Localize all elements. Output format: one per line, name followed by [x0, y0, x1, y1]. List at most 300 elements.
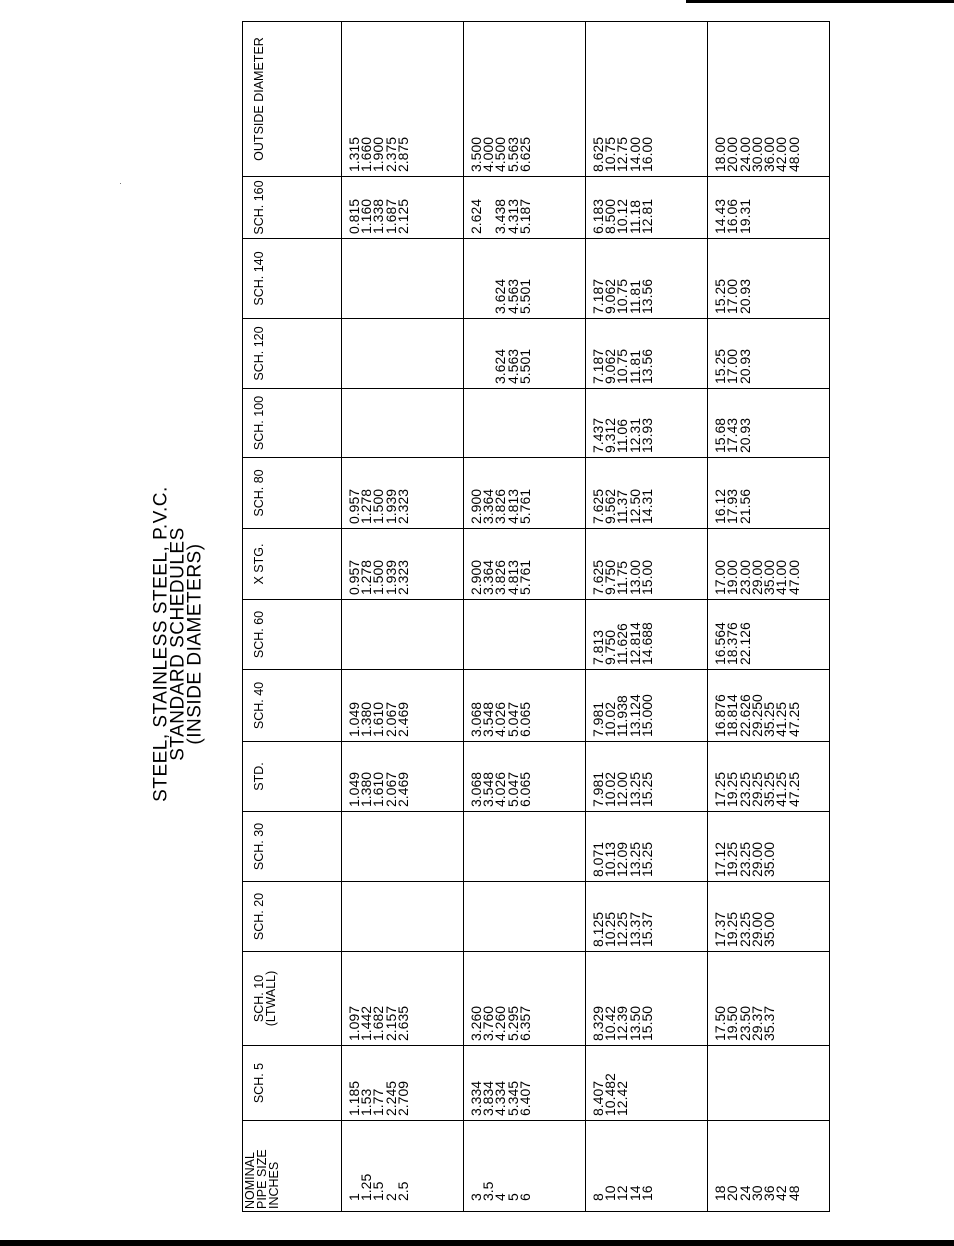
cell-value: 1.53	[357, 1088, 374, 1116]
column-header: SCH. 20	[243, 882, 342, 952]
cell-value: 9.750	[602, 559, 619, 595]
cell-value: 1.278	[357, 488, 374, 524]
cell-value: 15.37	[639, 911, 656, 947]
cell-value: 23.25	[736, 771, 753, 807]
cell-value: 15.25	[639, 841, 656, 877]
cell-value: 3.068	[467, 771, 484, 807]
cell-value: 12.39	[614, 1005, 631, 1041]
cell-value: 42	[773, 1185, 790, 1201]
cell-value: 7.981	[589, 701, 606, 737]
cell-value: 10.75	[614, 278, 631, 314]
cell-value: 7.625	[589, 488, 606, 524]
cell-value: 35.37	[761, 1005, 778, 1041]
cell-value: 47.00	[785, 559, 802, 595]
cell-value: 3.760	[480, 1005, 497, 1041]
cell-value: 21.56	[736, 488, 753, 524]
nominal-size-cell	[463, 1121, 585, 1212]
cell-value: 15.25	[711, 348, 728, 384]
column-header: SCH. 140	[243, 239, 342, 319]
cell-value: 19.25	[724, 911, 741, 947]
schedule-cell	[463, 882, 585, 952]
schedule-cell	[585, 600, 707, 670]
cell-value: 4.000	[480, 136, 497, 172]
schedule-cell	[463, 239, 585, 319]
cell-value: 1.380	[357, 771, 374, 807]
cell-value: 15.25	[711, 278, 728, 314]
cell-value: 5.563	[504, 136, 521, 172]
cell-value: 11.81	[626, 280, 643, 314]
schedule-cell	[707, 882, 829, 952]
cell-value: 23.00	[736, 559, 753, 595]
cell-value: 15.000	[639, 694, 656, 737]
cell-value: 13.25	[626, 771, 643, 807]
cell-value: 17.12	[711, 841, 728, 877]
schedule-cell	[463, 458, 585, 529]
schedule-cell	[585, 319, 707, 389]
cell-value: 13.56	[639, 278, 656, 314]
cell-value: 5.295	[504, 1005, 521, 1041]
cell-value: 29.00	[748, 559, 765, 595]
schedule-cell	[341, 600, 463, 670]
cell-value: 9.062	[602, 278, 619, 314]
schedule-cell	[707, 389, 829, 458]
cell-value: 2.709	[394, 1080, 411, 1116]
schedule-cell	[707, 529, 829, 600]
cell-value: 11.37	[614, 490, 631, 524]
scan-speck	[120, 183, 121, 184]
size-group-row	[707, 22, 829, 1212]
cell-value: 10.75	[602, 136, 619, 172]
cell-value: 35.00	[761, 559, 778, 595]
cell-value: 29.25	[748, 771, 765, 807]
header-row	[243, 22, 342, 1212]
cell-value: 3.826	[492, 488, 509, 524]
cell-value: 17.00	[711, 559, 728, 595]
cell-value: 12.09	[614, 841, 631, 877]
bottom-edge-bar	[0, 1240, 954, 1246]
cell-value: 1.939	[382, 488, 399, 524]
cell-value: 9.312	[602, 417, 619, 453]
cell-value: 17.25	[711, 771, 728, 807]
cell-value: 4.563	[504, 278, 521, 314]
column-header: SCH. 160	[243, 177, 342, 239]
cell-value: 4.334	[492, 1080, 509, 1116]
cell-value: 1.682	[370, 1005, 387, 1041]
cell-value: 1.500	[370, 488, 387, 524]
column-header: SCH. 100	[243, 389, 342, 458]
cell-value: 36	[761, 1185, 778, 1201]
schedule-table-container	[242, 37, 830, 1212]
cell-value: 13.50	[626, 1005, 643, 1041]
cell-value: 5.501	[516, 348, 533, 384]
cell-value: 20.00	[724, 136, 741, 172]
cell-value: 23.25	[736, 841, 753, 877]
cell-value: 8.125	[589, 911, 606, 947]
cell-value: 17.43	[724, 417, 741, 453]
cell-value: 3.334	[467, 1080, 484, 1116]
cell-value: 20.93	[736, 278, 753, 314]
schedule-cell	[707, 600, 829, 670]
schedule-cell	[341, 742, 463, 812]
cell-value: 35.00	[761, 841, 778, 877]
schedule-cell	[463, 670, 585, 742]
cell-value: 3.826	[492, 559, 509, 595]
cell-value: 1	[345, 1193, 362, 1201]
cell-value: 2.5	[394, 1181, 411, 1201]
cell-value: 41.25	[773, 701, 790, 737]
schedule-cell	[585, 177, 707, 239]
cell-value: 8.407	[589, 1080, 606, 1116]
cell-value: 1.380	[357, 701, 374, 737]
schedule-cell	[585, 882, 707, 952]
column-header: X STG.	[243, 529, 342, 600]
cell-value: 35.25	[761, 701, 778, 737]
cell-value: 13.93	[639, 417, 656, 453]
cell-value: 1.660	[357, 136, 374, 172]
cell-value: 9.062	[602, 348, 619, 384]
cell-value: 2.323	[394, 488, 411, 524]
pipe-schedule-table	[242, 21, 830, 1212]
cell-value: 12.31	[626, 417, 643, 453]
schedule-cell	[341, 529, 463, 600]
schedule-cell	[585, 458, 707, 529]
cell-value: 2.875	[394, 136, 411, 172]
cell-value: 2.469	[394, 771, 411, 807]
cell-value: 14.31	[639, 488, 656, 524]
cell-value: 1.049	[345, 701, 362, 737]
cell-value: 5.187	[516, 198, 533, 234]
cell-value: 18.376	[724, 622, 741, 665]
cell-value: 0.957	[345, 559, 362, 595]
cell-value: 4	[492, 1193, 509, 1201]
cell-value: 2.125	[394, 198, 411, 234]
cell-value: 3.624	[492, 348, 509, 384]
schedule-cell	[585, 952, 707, 1046]
cell-value: 12.50	[626, 488, 643, 524]
cell-value: 4.026	[492, 771, 509, 807]
cell-value: 18	[711, 1185, 728, 1201]
cell-value: 7.981	[589, 771, 606, 807]
size-group-row	[341, 22, 463, 1212]
schedule-cell	[341, 1046, 463, 1121]
cell-value: 8.500	[602, 198, 619, 234]
cell-value	[470, 239, 482, 314]
cell-value: 5	[504, 1193, 521, 1201]
schedule-cell	[585, 812, 707, 882]
cell-value: 1.442	[357, 1005, 374, 1041]
cell-value: 18.00	[711, 136, 728, 172]
nominal-size-cell	[707, 1121, 829, 1212]
cell-value: 35.00	[761, 911, 778, 947]
schedule-cell	[341, 458, 463, 529]
cell-value: 10	[602, 1185, 619, 1201]
cell-value: 19.50	[724, 1005, 741, 1041]
cell-value: 3.500	[467, 136, 484, 172]
cell-value: 48	[785, 1185, 802, 1201]
cell-value: 30	[748, 1185, 765, 1201]
cell-value: 3.548	[480, 771, 497, 807]
schedule-cell	[585, 22, 707, 177]
size-group-row	[585, 22, 707, 1212]
cell-value: 10.482	[602, 1073, 619, 1116]
column-header: SCH. 120	[243, 319, 342, 389]
column-header: SCH. 30	[243, 812, 342, 882]
cell-value: 2.323	[394, 559, 411, 595]
cell-value: 10.25	[602, 911, 619, 947]
cell-value: 41.00	[773, 559, 790, 595]
cell-value: 2.900	[467, 488, 484, 524]
column-header: SCH. 60	[243, 600, 342, 670]
schedule-cell	[707, 742, 829, 812]
cell-value: 36.00	[761, 136, 778, 172]
cell-value: 1.610	[370, 771, 387, 807]
cell-value: 1.25	[357, 1173, 374, 1201]
cell-value: 5.047	[504, 771, 521, 807]
cell-value: 12.00	[614, 771, 631, 807]
cell-value: 23.50	[736, 1005, 753, 1041]
cell-value: 13.56	[639, 348, 656, 384]
cell-value: 17.37	[711, 911, 728, 947]
cell-value: 19.31	[736, 198, 753, 234]
cell-value: 12.42	[614, 1080, 631, 1116]
cell-value: 16.12	[711, 488, 728, 524]
cell-value: 2.245	[382, 1080, 399, 1116]
cell-value: 6.407	[516, 1080, 533, 1116]
cell-value: 16.564	[711, 622, 728, 665]
cell-value: 1.500	[370, 559, 387, 595]
cell-value: 3.260	[467, 1005, 484, 1041]
cell-value	[470, 319, 482, 384]
schedule-cell	[707, 812, 829, 882]
cell-value: 5.501	[516, 278, 533, 314]
cell-value: 3.624	[492, 278, 509, 314]
cell-value: 1.097	[345, 1005, 362, 1041]
cell-value: 41.25	[773, 771, 790, 807]
cell-value: 6.065	[516, 771, 533, 807]
cell-value: 20.93	[736, 417, 753, 453]
schedule-cell	[707, 22, 829, 177]
cell-value: 1.049	[345, 771, 362, 807]
cell-value: 29.37	[748, 1005, 765, 1041]
cell-value: 1.77	[370, 1088, 387, 1116]
cell-value: 11.938	[614, 695, 631, 737]
schedule-cell	[341, 812, 463, 882]
cell-value: 23.25	[736, 911, 753, 947]
cell-value: 4.563	[504, 348, 521, 384]
cell-value: 12.81	[639, 198, 656, 234]
cell-value: 22.626	[736, 694, 753, 737]
schedule-cell	[585, 389, 707, 458]
cell-value: 11.75	[614, 561, 631, 595]
cell-value: 16.876	[711, 694, 728, 737]
cell-value: 7.813	[589, 629, 606, 665]
column-header: SCH. 10 (LTWALL)	[243, 952, 342, 1046]
column-header: SCH. 5	[243, 1046, 342, 1121]
cell-value: 3.438	[492, 198, 509, 234]
schedule-cell	[341, 239, 463, 319]
nominal-size-cell	[585, 1121, 707, 1212]
cell-value: 47.25	[785, 701, 802, 737]
schedule-cell	[341, 389, 463, 458]
cell-value: 3.5	[480, 1181, 497, 1201]
cell-value: 2.157	[382, 1005, 399, 1041]
cell-value: 2.375	[382, 136, 399, 172]
title-line-2: STANDARD SCHEDULES	[167, 527, 189, 761]
cell-value: 12.25	[614, 911, 631, 947]
schedule-cell	[463, 742, 585, 812]
cell-value: 2.067	[382, 771, 399, 807]
cell-value: 20.93	[736, 348, 753, 384]
nominal-size-cell	[341, 1121, 463, 1212]
cell-value: 5.761	[516, 559, 533, 595]
cell-value: 6.625	[516, 136, 533, 172]
cell-value: 35.25	[761, 771, 778, 807]
cell-value: 42.00	[773, 136, 790, 172]
cell-value: 1.5	[370, 1181, 387, 1201]
cell-value: 3.834	[480, 1080, 497, 1116]
schedule-cell	[341, 952, 463, 1046]
cell-value: 1.160	[357, 198, 374, 234]
schedule-cell	[585, 1046, 707, 1121]
cell-value: 3.364	[480, 559, 497, 595]
cell-value: 1.315	[345, 136, 362, 172]
cell-value: 11.81	[626, 350, 643, 384]
cell-value: 15.68	[711, 417, 728, 453]
cell-value: 24	[736, 1185, 753, 1201]
schedule-cell	[463, 529, 585, 600]
cell-value: 4.813	[504, 559, 521, 595]
cell-value: 11.18	[626, 200, 643, 234]
cell-value: 18.814	[724, 694, 741, 737]
cell-value: 11.626	[614, 623, 631, 665]
cell-value: 5.047	[504, 701, 521, 737]
cell-value: 48.00	[785, 136, 802, 172]
cell-value: 2	[382, 1193, 399, 1201]
cell-value: 1.278	[357, 559, 374, 595]
schedule-cell	[707, 952, 829, 1046]
column-header: SCH. 80	[243, 458, 342, 529]
cell-value: 17.50	[711, 1005, 728, 1041]
column-header: SCH. 40	[243, 670, 342, 742]
cell-value: 14.688	[639, 622, 656, 665]
cell-value: 6.357	[516, 1005, 533, 1041]
schedule-cell	[463, 812, 585, 882]
schedule-cell	[463, 952, 585, 1046]
title-line-3: (INSIDE DIAMETERS)	[184, 543, 206, 745]
column-header: STD.	[243, 742, 342, 812]
cell-value: 16.06	[724, 198, 741, 234]
cell-value: 24.00	[736, 136, 753, 172]
schedule-cell	[341, 22, 463, 177]
cell-value: 0.815	[345, 198, 362, 234]
cell-value: 12	[614, 1185, 631, 1201]
schedule-cell	[463, 22, 585, 177]
cell-value: 14.00	[626, 136, 643, 172]
cell-value: 8.329	[589, 1005, 606, 1041]
cell-value: 2.469	[394, 701, 411, 737]
cell-value: 4.313	[504, 198, 521, 234]
cell-value: 3.364	[480, 488, 497, 524]
cell-value: 15.00	[639, 559, 656, 595]
cell-value: 6.183	[589, 198, 606, 234]
cell-value: 7.437	[589, 417, 606, 453]
schedule-cell	[707, 458, 829, 529]
cell-value: 4.026	[492, 701, 509, 737]
schedule-cell	[707, 670, 829, 742]
cell-value: 10.02	[602, 701, 619, 737]
cell-value: 14.43	[711, 198, 728, 234]
cell-value: 13.37	[626, 911, 643, 947]
schedule-cell	[463, 389, 585, 458]
cell-value: 12.75	[614, 136, 631, 172]
cell-value: 10.42	[602, 1005, 619, 1041]
cell-value: 8.071	[589, 841, 606, 877]
cell-value: 5.345	[504, 1080, 521, 1116]
cell-value: 1.185	[345, 1080, 362, 1116]
schedule-cell	[585, 529, 707, 600]
cell-value: 19.25	[724, 841, 741, 877]
cell-value: 7.187	[589, 278, 606, 314]
cell-value: 10.02	[602, 771, 619, 807]
cell-value: 22.126	[736, 622, 753, 665]
cell-value: 30.00	[748, 136, 765, 172]
cell-value: 2.624	[467, 198, 484, 234]
column-header: NOMINAL PIPE SIZE INCHES	[243, 1121, 342, 1212]
schedule-cell	[341, 882, 463, 952]
schedule-cell	[585, 742, 707, 812]
cell-value: 15.50	[639, 1005, 656, 1041]
cell-value: 9.750	[602, 629, 619, 665]
top-edge-bar	[686, 0, 954, 3]
column-header: OUTSIDE DIAMETER	[243, 22, 342, 177]
cell-value: 2.067	[382, 701, 399, 737]
cell-value: 19.00	[724, 559, 741, 595]
schedule-cell	[463, 177, 585, 239]
schedule-cell	[585, 670, 707, 742]
schedule-cell	[707, 239, 829, 319]
cell-value: 7.187	[589, 348, 606, 384]
schedule-cell	[341, 319, 463, 389]
cell-value: 1.939	[382, 559, 399, 595]
cell-value: 15.25	[639, 771, 656, 807]
cell-value: 6.065	[516, 701, 533, 737]
schedule-cell	[585, 239, 707, 319]
cell-value: 12.814	[626, 622, 643, 665]
schedule-cell	[463, 600, 585, 670]
cell-value: 1.338	[370, 198, 387, 234]
schedule-cell	[707, 1046, 829, 1121]
schedule-cell	[707, 177, 829, 239]
cell-value: 16.00	[639, 136, 656, 172]
cell-value: 47.25	[785, 771, 802, 807]
cell-value: 20	[724, 1185, 741, 1201]
cell-value: 10.75	[614, 348, 631, 384]
cell-value: 7.625	[589, 559, 606, 595]
cell-value: 11.06	[614, 419, 631, 453]
cell-value: 19.25	[724, 771, 741, 807]
cell-value: 4.500	[492, 136, 509, 172]
cell-value: 2.635	[394, 1005, 411, 1041]
cell-value: 29.250	[748, 694, 765, 737]
schedule-cell	[463, 1046, 585, 1121]
cell-value: 0.957	[345, 488, 362, 524]
cell-value: 8.625	[589, 136, 606, 172]
title-line-1: STEEL, STAINLESS STEEL, P.V.C.	[150, 486, 172, 802]
cell-value: 9.562	[602, 488, 619, 524]
cell-value: 1.687	[382, 198, 399, 234]
cell-value: 1.900	[370, 136, 387, 172]
cell-value: 2.900	[467, 559, 484, 595]
